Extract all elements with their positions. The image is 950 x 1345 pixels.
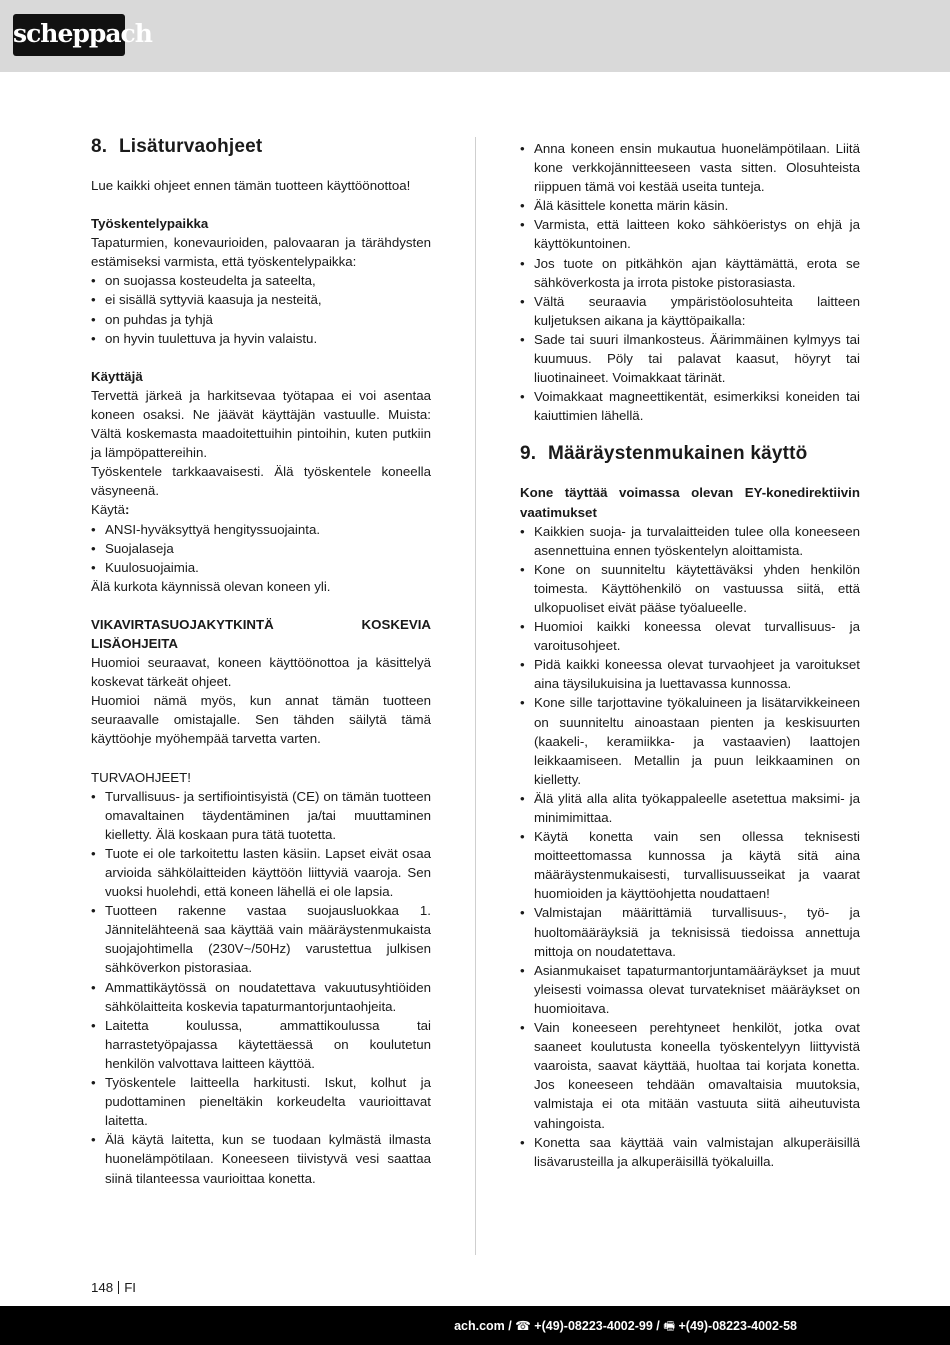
list-item: • Anna koneen ensin mukautua huonelämpötilaan. Liitä kone verkkojännitteeseen vasta sitten. Olosuhteista riippuen tämä voi kestää useita tunteja. <box>520 139 860 196</box>
scheppach-logo: scheppach <box>13 14 125 56</box>
safety-label: TURVAOHJEET! <box>91 769 191 785</box>
workplace-list <box>91 271 431 347</box>
user-paragraph-1: Tervettä järkeä ja harkitsevaa työtapaa ei voi asentaa koneen osaksi. Ne jäävät käyttäjän vastuulle. Muista: Vältä koskemasta maadoitettuihin pintoihin, kuten putkiin ja lämpöpattereihin. <box>91 387 431 461</box>
left-column <box>91 135 431 1188</box>
phone-icon: ☎ <box>515 1318 531 1333</box>
intended-use-list <box>520 522 860 1171</box>
list-item: • Sade tai suuri ilmankosteus. Äärimmäinen kylmyys tai kuumuus. Pöly tai palavat kaasut, höyryt tai liuotinaineet. Voimakkaat tärinät. <box>520 330 860 387</box>
list-item: • Laitetta koulussa, ammattikoulussa tai harrastetyöpajassa käytettäessä on koulutetun henkilön valvottava laitteen käyttöä. <box>91 1016 431 1073</box>
intro-text: Lue kaikki ohjeet ennen tämän tuotteen käyttöönottoa! <box>91 178 411 193</box>
list-item: • Älä käsittele konetta märin käsin. <box>520 196 860 215</box>
use-label-text: Käytä <box>91 502 126 518</box>
language-code: FI <box>124 1280 137 1295</box>
workplace-text: Tapaturmien, konevaurioiden, palovaaran ja tärähdysten estämiseksi varmista, että työskentelypaikka: <box>91 235 431 270</box>
list-item: • Kuulosuojaimia. <box>91 558 431 577</box>
fax-icon: 🖷 <box>663 1318 676 1333</box>
footer-separator <box>118 1281 119 1294</box>
list-item: • Jos tuote on pitkähkön ajan käyttämättä, erota se sähköverkosta ja irrota pistoke pistorasiasta. <box>520 254 860 292</box>
list-item: • Suojalaseja <box>91 539 431 558</box>
list-item: • Huomioi kaikki koneessa olevat turvallisuus- ja varoitusohjeet. <box>520 617 860 655</box>
header-bar <box>0 0 950 72</box>
list-item: • Ammattikäytössä on noudatettava vakuutusyhtiöiden sähkölaitteita koskevia tapaturmantorjuntaohjeita. <box>91 978 431 1016</box>
list-item: • Älä käytä laitetta, kun se tuodaan kylmästä ilmasta huonelämpötilaan. Koneeseen tiivistyvä vesi saattaa siinä tilanteessa vaurioittaa konetta. <box>91 1130 431 1187</box>
use-label-colon: : <box>125 502 130 518</box>
list-item: • Turvallisuus- ja sertifiointisyistä (CE) on tämän tuotteen omavaltainen täydentäminen ja/tai muuttaminen kielletty. Älä koskaan pura tätä tuotetta. <box>91 787 431 844</box>
list-item: • Asianmukaiset tapaturmantorjuntamääräykset ja muut yleisesti voimassa olevat turvatekniset määräykset on huomioitava. <box>520 961 860 1018</box>
section-9-heading <box>520 442 860 466</box>
rcd-paragraph-2: Huomioi nämä myös, kun annat tämän tuotteen seuraavalle omistajalle. Sen tähden säilytä tämä käyttöohje myöhempää tarvetta varten. <box>91 693 431 747</box>
list-item: • Kone sille tarjottavine työkaluineen ja lisätarvikkeineen on suunniteltu ainoastaan pienten ja keskisuurten (kaakeli-, keramiikka- ja vastaavien) laattojen leikkaamiseen. Metallin ja puun leikkaaminen on kielletty. <box>520 693 860 788</box>
ppe-list <box>91 520 431 577</box>
fax-number: +(49)-08223-4002-58 <box>678 1319 797 1333</box>
list-item: • on hyvin tuulettuva ja hyvin valaistu. <box>91 329 431 348</box>
safety-list <box>91 787 431 1188</box>
list-item: • Valmistajan määrittämiä turvallisuus-, työ- ja huoltomääräyksiä ja teknisissä tiedoissa annettuja mittoja on noudatettava. <box>520 903 860 960</box>
phone-number: +(49)-08223-4002-99 / <box>534 1319 660 1333</box>
list-item: • on puhdas ja tyhjä <box>91 310 431 329</box>
list-item: • Tuotteen rakenne vastaa suojausluokkaa 1. Jännitelähteenä saa käyttää vain määräystenmukaista suojajohtimella (230V~/50Hz) varustettua julkisen sähköverkon pistorasiaa. <box>91 901 431 977</box>
workplace-heading: Työskentelypaikka <box>91 216 209 232</box>
list-item: • Pidä kaikki koneessa olevat turvaohjeet ja varoitukset aina täysilukuisina ja luettavassa kunnossa. <box>520 655 860 693</box>
list-item: • Kone on suunniteltu käytettäväksi yhden henkilön toimesta. Käyttöhenkilö on vastuussa siitä, että ulkopuoliset eivät pääse työalueelle. <box>520 560 860 617</box>
ec-directive-heading: Kone täyttää voimassa olevan EY-konedirektiivin vaatimukset <box>520 485 860 520</box>
page-footer <box>91 1280 136 1295</box>
section-title: Lisäturvaohjeet <box>119 136 263 157</box>
section-title: Määräystenmukainen käyttö <box>548 443 808 465</box>
rcd-paragraph-1: Huomioi seuraavat, koneen käyttöönottoa ja käsittelyä koskevat tärkeät ohjeet. <box>91 655 431 690</box>
list-item: • Kaikkien suoja- ja turvalaitteiden tulee olla koneeseen asennettuina ennen työskentelyn aloittamista. <box>520 522 860 560</box>
page-number: 148 <box>91 1280 114 1295</box>
list-item: • Varmista, että laitteen koko sähköeristys on ehjä ja käyttökuntoinen. <box>520 215 860 253</box>
list-item: • Työskentele laitteella harkitusti. Iskut, kolhut ja pudottaminen pieneltäkin korkeudelta vaurioittavat laitetta. <box>91 1073 431 1130</box>
environment-list <box>520 139 860 425</box>
contact-info <box>454 1317 797 1338</box>
use-label <box>91 500 431 519</box>
contact-prefix: ach.com / <box>454 1319 512 1333</box>
contact-bar <box>0 1306 950 1345</box>
user-paragraph-2: Työskentele tarkkaavaisesti. Älä työskentele koneella väsyneenä. <box>91 464 431 499</box>
user-heading: Käyttäjä <box>91 368 143 384</box>
list-item: • Tuote ei ole tarkoitettu lasten käsiin. Lapset eivät osaa arvioida sähkölaitteiden käyttöön liittyviä vaaroja. Sen vuoksi huolehdi, että koneen lähellä ei ole lapsia. <box>91 844 431 901</box>
list-item: • Käytä konetta vain sen ollessa teknisesti moitteettomassa kunnossa ja käytä sitä aina määräystenmukaisesti, turvallisuusseikat ja vaarat huomioiden ja käyttöohjetta noudattaen! <box>520 827 860 903</box>
right-column <box>520 139 860 1171</box>
list-item: • Vältä seuraavia ympäristöolosuhteita laitteen kuljetuksen aikana ja käyttöpaikalla: <box>520 292 860 330</box>
list-item: • ei sisällä syttyviä kaasuja ja nesteitä, <box>91 290 431 309</box>
list-item: • ANSI-hyväksyttyä hengityssuojainta. <box>91 520 431 539</box>
list-item: • Konetta saa käyttää vain valmistajan alkuperäisillä lisävarusteilla ja alkuperäisillä työkaluilla. <box>520 1133 860 1171</box>
section-number: 8. <box>91 136 108 157</box>
user-paragraph-3: Älä kurkota käynnissä olevan koneen yli. <box>91 578 331 594</box>
list-item: • on suojassa kosteudelta ja sateelta, <box>91 271 431 290</box>
rcd-heading: VIKAVIRTASUOJAKYTKINTÄ KOSKEVIA LISÄOHJEITA <box>91 616 431 651</box>
list-item: • Voimakkaat magneettikentät, esimerkiksi koneiden tai kaiuttimien lähellä. <box>520 387 860 425</box>
list-item: • Älä ylitä alla alita työkappaleelle asetettua maksimi- ja minimimittaa. <box>520 789 860 827</box>
list-item: • Vain koneeseen perehtyneet henkilöt, jotka ovat saaneet koulutusta koneella työskentelyyn liittyvistä vaaroista, saavat käyttää, huoltaa tai korjata konetta. Jos koneeseen tehdään omavaltaisia muutoksia, valmistaja ei ota mitään vastuuta siitä aiheutuvista vahingoista. <box>520 1018 860 1133</box>
section-number: 9. <box>520 443 537 465</box>
column-divider <box>475 137 476 1255</box>
section-8-heading <box>91 135 431 159</box>
